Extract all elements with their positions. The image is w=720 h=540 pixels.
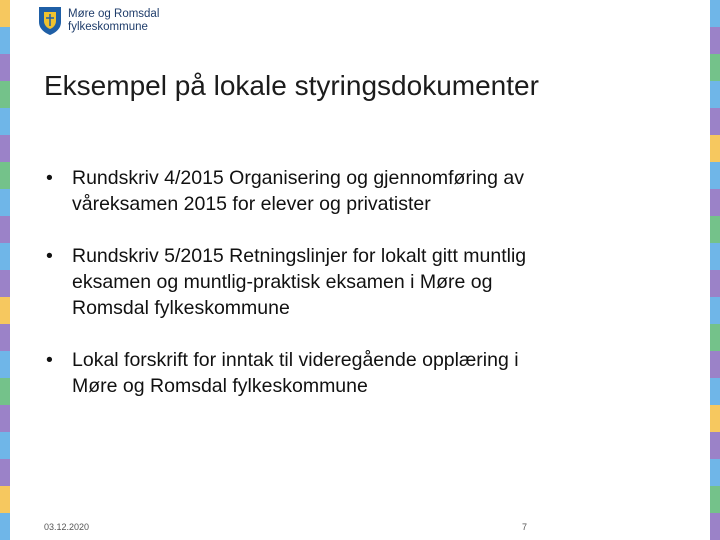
edge-color-segment [0, 54, 10, 81]
edge-color-segment [710, 54, 720, 81]
edge-color-segment [0, 189, 10, 216]
edge-color-segment [710, 459, 720, 486]
edge-color-segment [0, 216, 10, 243]
edge-color-segment [710, 27, 720, 54]
edge-color-segment [0, 27, 10, 54]
right-color-edge [710, 0, 720, 540]
org-name-line2: fylkeskommune [68, 21, 148, 33]
edge-color-segment [0, 0, 10, 27]
bullet-line: Rundskriv 4/2015 Organisering og gjennomføring av [72, 167, 524, 189]
bullet-text [72, 243, 526, 321]
org-name-line1: Møre og Romsdal [68, 8, 160, 20]
edge-color-segment [0, 243, 10, 270]
bullet-list [44, 165, 664, 399]
bullet-marker: • [46, 245, 53, 267]
edge-color-segment [710, 378, 720, 405]
edge-color-segment [710, 243, 720, 270]
left-color-edge [0, 0, 10, 540]
bullet-item [44, 347, 664, 399]
bullet-item [44, 165, 664, 217]
edge-color-segment [710, 135, 720, 162]
bullet-line: eksamen og muntlig-praktisk eksamen i Møre og [72, 271, 493, 293]
bullet-line: Møre og Romsdal fylkeskommune [72, 375, 368, 397]
edge-color-segment [710, 270, 720, 297]
edge-color-segment [0, 486, 10, 513]
edge-color-segment [0, 297, 10, 324]
edge-color-segment [0, 81, 10, 108]
edge-color-segment [710, 162, 720, 189]
edge-color-segment [0, 270, 10, 297]
edge-color-segment [0, 135, 10, 162]
edge-color-segment [710, 81, 720, 108]
edge-color-segment [0, 405, 10, 432]
edge-color-segment [710, 216, 720, 243]
edge-color-segment [710, 432, 720, 459]
edge-color-segment [0, 513, 10, 540]
org-logo [38, 6, 159, 36]
bullet-line: Lokal forskrift for inntak til videregående opplæring i [72, 349, 519, 371]
edge-color-segment [0, 432, 10, 459]
org-name [68, 8, 159, 34]
edge-color-segment [0, 108, 10, 135]
edge-color-segment [0, 351, 10, 378]
edge-color-segment [710, 0, 720, 27]
bullet-line: Romsdal fylkeskommune [72, 297, 290, 319]
edge-color-segment [710, 189, 720, 216]
edge-color-segment [0, 459, 10, 486]
edge-color-segment [0, 162, 10, 189]
slide-title: Eksempel på lokale styringsdokumenter [44, 70, 539, 101]
bullet-line: våreksamen 2015 for elever og privatister [72, 193, 431, 215]
edge-color-segment [710, 297, 720, 324]
edge-color-segment [0, 324, 10, 351]
edge-color-segment [710, 351, 720, 378]
edge-color-segment [710, 405, 720, 432]
edge-color-segment [710, 108, 720, 135]
edge-color-segment [710, 324, 720, 351]
page-number: 7 [522, 522, 528, 532]
bullet-line: Rundskriv 5/2015 Retningslinjer for lokalt gitt muntlig [72, 245, 527, 267]
edge-color-segment [710, 513, 720, 540]
coat-of-arms-icon [38, 6, 62, 36]
bullet-item [44, 243, 664, 321]
edge-color-segment [710, 486, 720, 513]
bullet-text [72, 347, 519, 399]
bullet-marker: • [46, 349, 53, 371]
bullet-text [72, 165, 524, 217]
footer-date: 03.12.2020 [44, 522, 90, 532]
bullet-marker: • [46, 167, 53, 189]
edge-color-segment [0, 378, 10, 405]
